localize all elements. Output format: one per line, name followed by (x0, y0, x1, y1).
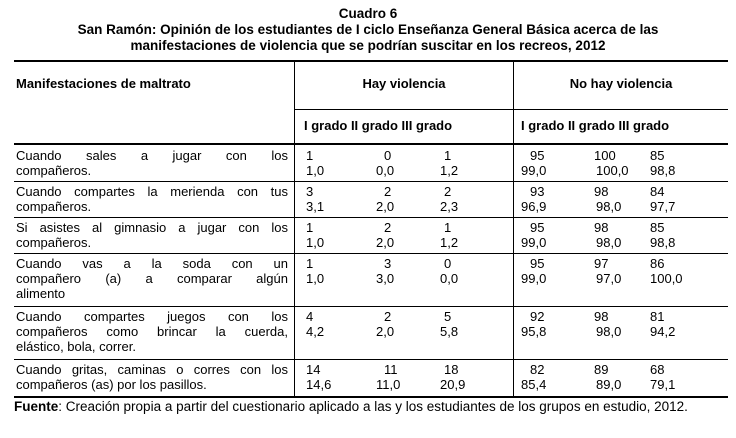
cell-no-hay-percent: 85,4 (521, 377, 547, 392)
cell-hay-percent: 2,0 (376, 235, 395, 250)
row-label-line: compañeros. (16, 163, 92, 178)
cell-hay-percent: 1,2 (440, 235, 459, 250)
cell-no-hay-count: 85 (650, 148, 665, 163)
row-label-line: compañero (a) a comparar algún (16, 271, 288, 286)
cell-no-hay-percent: 79,1 (650, 377, 676, 392)
cell-hay-percent: 1,2 (440, 163, 459, 178)
cell-no-hay-percent: 89,0 (596, 377, 622, 392)
cell-no-hay-percent: 98,0 (596, 324, 622, 339)
cell-no-hay-percent: 98,0 (596, 199, 622, 214)
header-no-hay-violencia: No hay violencia (569, 76, 673, 91)
cell-hay-percent: 5,8 (440, 324, 459, 339)
row-label-line: compañeros. (16, 199, 92, 214)
cell-no-hay-count: 98 (594, 309, 609, 324)
row-divider (14, 253, 728, 254)
cell-no-hay-count: 82 (530, 362, 545, 377)
cell-no-hay-count: 95 (530, 220, 545, 235)
cell-no-hay-count: 68 (650, 362, 665, 377)
cell-hay-count: 4 (306, 309, 314, 324)
cell-hay-count: 1 (444, 148, 452, 163)
cell-no-hay-percent: 99,0 (521, 271, 547, 286)
cell-hay-percent: 3,1 (306, 199, 325, 214)
cell-no-hay-percent: 98,8 (650, 235, 676, 250)
cell-hay-percent: 3,0 (376, 271, 395, 286)
row-label-line: Si asistes al gimnasio a jugar con los (16, 220, 288, 235)
cell-hay-percent: 2,0 (376, 199, 395, 214)
header-hay-violencia: Hay violencia (362, 76, 446, 91)
cell-no-hay-percent: 97,7 (650, 199, 676, 214)
row-divider (14, 306, 728, 307)
cell-hay-count: 5 (444, 309, 452, 324)
cell-no-hay-percent: 98,8 (650, 163, 676, 178)
cell-hay-count: 3 (306, 184, 314, 199)
header-manifestaciones: Manifestaciones de maltrato (16, 76, 191, 91)
column-divider-2 (513, 61, 514, 397)
cell-hay-count: 2 (384, 220, 392, 235)
cell-hay-percent: 4,2 (306, 324, 325, 339)
table-caption-line-1: San Ramón: Opinión de los estudiantes de I ciclo Enseñanza General Básica acerca de las (77, 22, 659, 37)
cell-no-hay-percent: 95,8 (521, 324, 547, 339)
cell-hay-count: 2 (384, 309, 392, 324)
row-label-line: Cuando vas a la soda con un (16, 256, 288, 271)
cell-no-hay-count: 86 (650, 256, 665, 271)
table-source (14, 398, 720, 415)
cell-hay-percent: 1,0 (306, 163, 325, 178)
source-label: Fuente (14, 399, 59, 414)
cell-no-hay-count: 97 (594, 256, 609, 271)
row-label-line: Cuando sales a jugar con los (16, 148, 288, 163)
cell-no-hay-percent: 99,0 (521, 235, 547, 250)
table-header-divider (295, 109, 728, 110)
cell-hay-count: 1 (306, 256, 314, 271)
cell-no-hay-percent: 99,0 (521, 163, 547, 178)
cell-no-hay-percent: 94,2 (650, 324, 676, 339)
cell-hay-count: 2 (444, 184, 452, 199)
cell-hay-percent: 11,0 (376, 377, 401, 392)
row-label-line: compañeros (as) por los pasillos. (16, 377, 207, 392)
cell-no-hay-count: 93 (530, 184, 545, 199)
cell-hay-percent: 0,0 (440, 271, 459, 286)
cell-hay-percent: 0,0 (376, 163, 395, 178)
table-header-bottom (14, 143, 728, 145)
cell-no-hay-count: 98 (594, 184, 609, 199)
row-label-line: alimento (16, 286, 66, 301)
cell-hay-percent: 1,0 (306, 235, 325, 250)
cell-no-hay-count: 98 (594, 220, 609, 235)
cell-no-hay-percent: 100,0 (650, 271, 683, 286)
table-number: Cuadro 6 (338, 6, 398, 21)
row-label-line: compañeros como brincar la cuerda, (16, 324, 288, 339)
cell-no-hay-count: 95 (530, 148, 545, 163)
cell-hay-count: 1 (306, 148, 314, 163)
cell-hay-count: 3 (384, 256, 392, 271)
row-label-line: compañeros. (16, 235, 92, 250)
cell-no-hay-percent: 96,9 (521, 199, 547, 214)
cell-hay-count: 1 (444, 220, 452, 235)
cell-no-hay-count: 92 (530, 309, 545, 324)
source-text: : Creación propia a partir del cuestionario aplicado a las y los estudiantes de los grupos en estudio, 2012. (58, 399, 688, 414)
cell-hay-count: 1 (306, 220, 314, 235)
cell-no-hay-count: 85 (650, 220, 665, 235)
row-divider (14, 181, 728, 182)
cell-hay-percent: 14,6 (306, 377, 332, 392)
table-caption-line-2: manifestaciones de violencia que se podrían suscitar en los recreos, 2012 (130, 38, 606, 53)
cell-no-hay-percent: 100,0 (596, 163, 629, 178)
subheader-no-hay-grados: I grado II grado III grado (521, 118, 670, 133)
column-divider-1 (294, 61, 295, 397)
cell-no-hay-count: 89 (594, 362, 609, 377)
cell-hay-percent: 1,0 (306, 271, 325, 286)
cell-no-hay-percent: 98,0 (596, 235, 622, 250)
subheader-hay-grados: I grado II grado III grado (304, 118, 453, 133)
cell-no-hay-count: 95 (530, 256, 545, 271)
table-top-border (14, 60, 728, 62)
row-divider (14, 217, 728, 218)
cell-no-hay-count: 100 (594, 148, 616, 163)
row-label-line: Cuando compartes juegos con los (16, 309, 288, 324)
cell-no-hay-count: 84 (650, 184, 665, 199)
cell-hay-count: 0 (444, 256, 452, 271)
row-label-line: Cuando compartes la merienda con tus (16, 184, 288, 199)
cell-hay-count: 0 (384, 148, 392, 163)
cell-hay-percent: 2,3 (440, 199, 459, 214)
cell-hay-count: 14 (306, 362, 321, 377)
cell-hay-count: 11 (384, 362, 398, 377)
cell-hay-percent: 2,0 (376, 324, 395, 339)
cell-hay-count: 2 (384, 184, 392, 199)
cell-no-hay-percent: 97,0 (596, 271, 622, 286)
cell-no-hay-count: 81 (650, 309, 665, 324)
row-label-line: elástico, bola, correr. (16, 339, 136, 354)
row-divider (14, 359, 728, 360)
cell-hay-percent: 20,9 (440, 377, 466, 392)
cell-hay-count: 18 (444, 362, 459, 377)
row-label-line: Cuando gritas, caminas o corres con los (16, 362, 288, 377)
